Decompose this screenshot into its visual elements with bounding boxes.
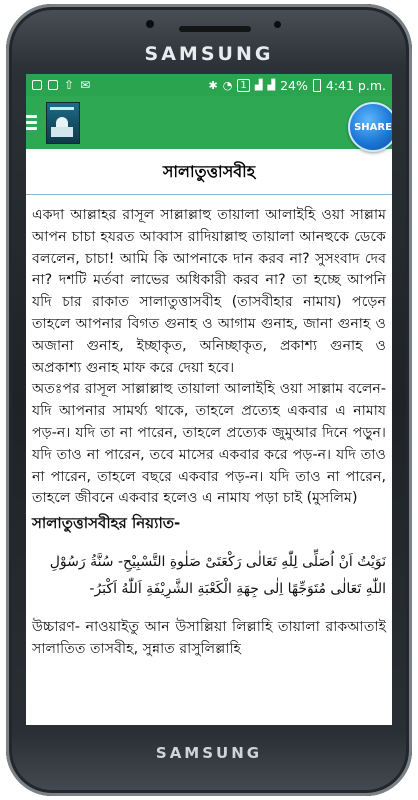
battery-icon — [313, 79, 321, 92]
battery-percentage: 24% — [280, 77, 308, 93]
earpiece-speaker — [179, 26, 251, 32]
upload-icon: ⇧ — [64, 78, 75, 92]
niyyat-heading: সালাতুত্তাসবীহর নিয়্যাত- — [32, 514, 181, 533]
signal-2-icon: ▟ — [267, 79, 276, 91]
app-bar — [26, 96, 392, 149]
share-label: SHARE — [354, 121, 392, 133]
front-camera — [146, 20, 154, 28]
clock: 4:41 p.m. — [325, 77, 386, 93]
sim-icon: 1 — [237, 79, 249, 92]
share-button[interactable] — [348, 102, 392, 152]
mail-icon: ✉ — [80, 78, 91, 92]
brand-logo-top: SAMSUNG — [144, 43, 274, 65]
app-logo — [46, 102, 80, 144]
signal-icon: ▟ — [254, 79, 263, 91]
pronunciation-text: উচ্চারণ- নাওয়াইতু আন উসাল্লিয়া লিল্লাহি তায়ালা রাকআতাই সালাতিত তাসবীহ, সুন্নাত রাসুলিল্লাহি — [32, 619, 386, 657]
page-title: সালাতুত্তাসবীহ — [162, 162, 256, 181]
proximity-sensor — [274, 21, 281, 28]
notification-app-icon — [32, 80, 42, 90]
menu-icon[interactable] — [26, 115, 40, 130]
brand-logo-bottom: SAMSUNG — [155, 744, 263, 762]
home-button[interactable] — [161, 740, 257, 760]
article-content — [26, 149, 392, 661]
bluetooth-icon: ✱ — [208, 78, 218, 92]
article-paragraph-2: অতঃপর রাসূল সাল্লাল্লাহু তায়ালা আলাইহি ওয়া সাল্লাম বলেন- যদি আপনার সামর্থ্য থাকে, তাহলে প্রত্যেহ একবার এ নামায পড়-ন। যদি তা না পারেন, তাহলে প্রত্যেক জুমুআর দিনে পড়ুন। যদি তাও না পারেন, তবে মাসের একবার করে পড়-ন। যদি তাও না পারেন, তাহলে বছরে একবার পড়-ন। যদি তাও না পারেন, তাহলে জীবনে একবার হলেও এ নামায পড়া চাই (মুসলিম) — [32, 381, 386, 507]
screen — [26, 74, 392, 725]
notification-image-icon — [48, 80, 58, 90]
wifi-icon: ◔ — [222, 78, 233, 92]
arabic-niyyat-text: نَوَيْتُ اَنْ اُصَلِّى لِلّٰهِ تَعَالٰى رَكْعَتَىْ صَلٰوةِ التَّسْبِيْحِ- سُنَّةُ رَسُوْلِ اللّٰهِ تَعَالٰى مُتَوَجِّهًا اِلٰى جِهَةِ الْكَعْبَةِ الشَّرِيْفَةِ اَللّٰهُ اَكْبَرُ- — [49, 554, 386, 598]
article-paragraph-1: একদা আল্লাহর রাসূল সাল্লাল্লাহু তায়ালা আলাইহি ওয়া সাল্লাম আপন চাচা হযরত আব্বাস রাদিয়াল্লাহু তায়ালা আনহুকে ডেকে বললেন, চাচা! আমি কি আপনাকে দান করব না? সুসংবাদ দেব না? দশটি মর্তবা লাভের অধিকারী করব না? তা হচ্ছে আপনি যদি চার রাকাত সালাতুত্তাসবীহ (তাসবীহার নামায) পড়েন তাহলে আপনার বিগত গুনাহ ও আগাম গুনাহ, জানা গুনাহ ও অজানা গুনাহ, ইচ্ছাকৃত, অনিচ্ছাকৃত, প্রকাশ্য গুনাহ ও অপ্রকাশ্য গুনাহ মাফ করে দেয়া হবে। — [32, 207, 386, 376]
status-bar — [26, 74, 392, 96]
title-divider — [26, 194, 392, 195]
